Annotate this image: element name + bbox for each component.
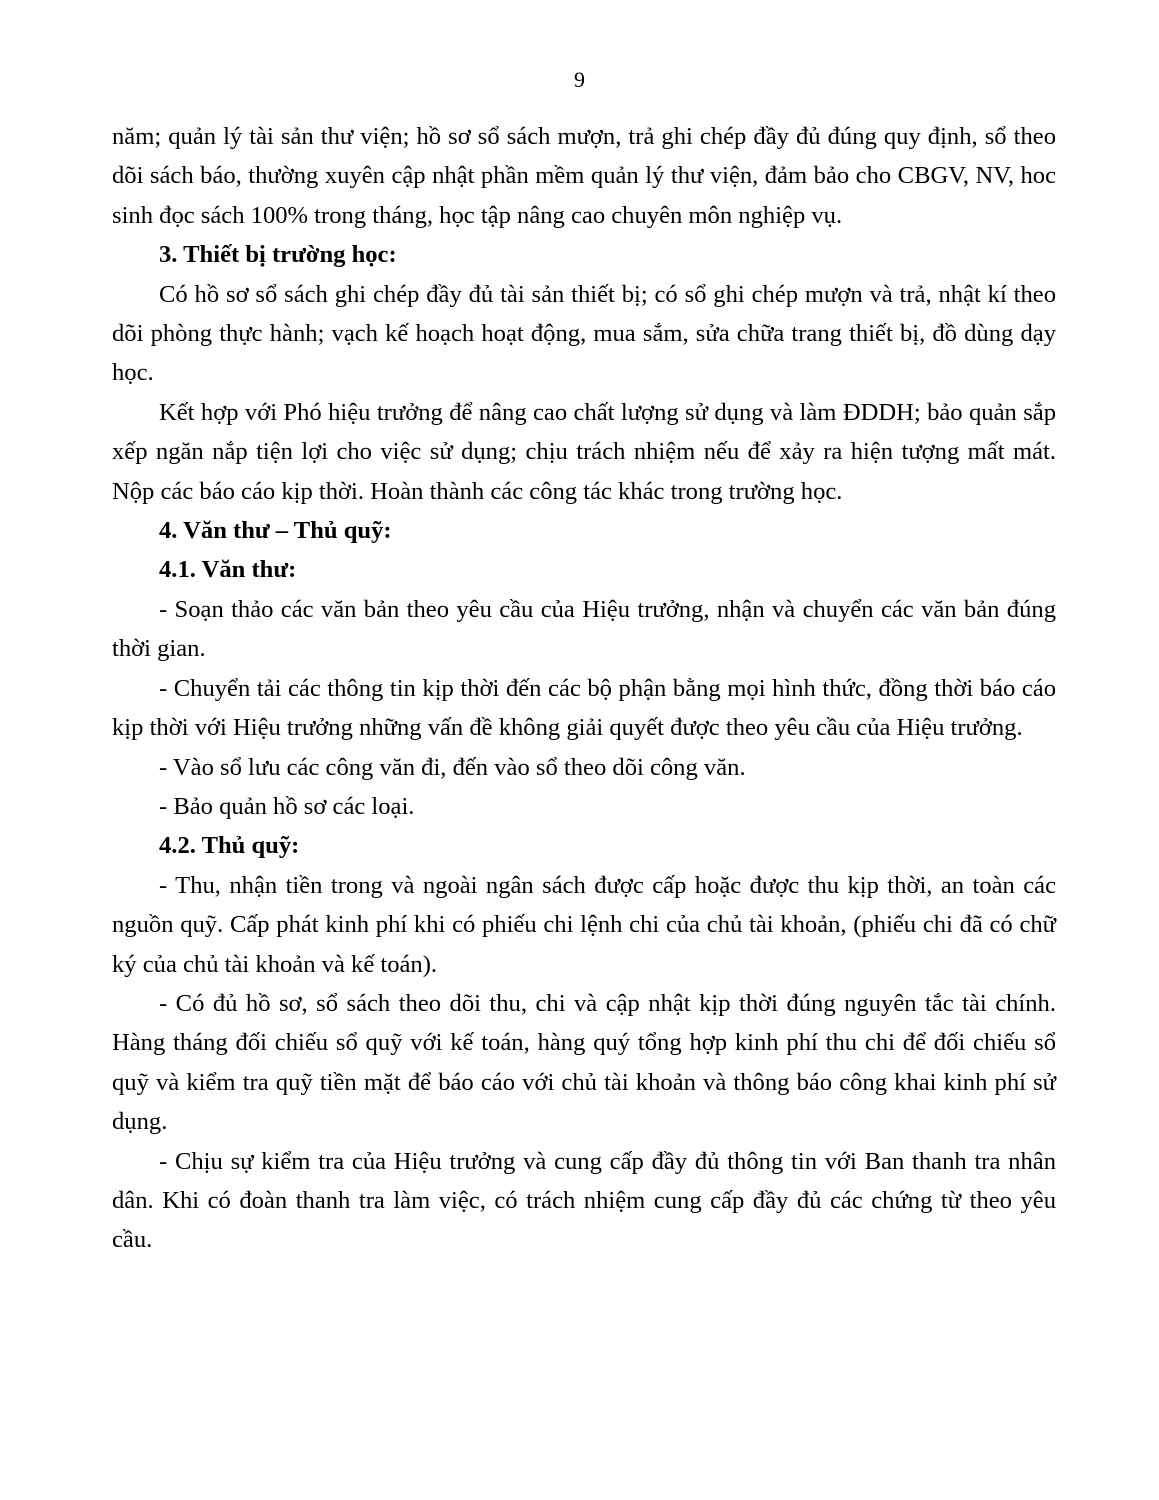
- heading-treasurer: 4.2. Thủ quỹ:: [159, 832, 300, 860]
- paragraph-library-continuation: năm; quản lý tài sản thư viện; hồ sơ sổ sách mượn, trả ghi chép đầy đủ đúng quy định, sổ theo dõi sách báo, thường xuyên cập nhật phần mềm quản lý thư viện, đảm bảo cho CBGV, NV, hoc sinh đọc sách 100% trong tháng, học tập nâng cao chuyên môn nghiệp vụ.: [112, 123, 1056, 229]
- paragraph-clerk-drafting: - Soạn thảo các văn bản theo yêu cầu của Hiệu trưởng, nhận và chuyển các văn bản đúng thời gian.: [112, 595, 1056, 663]
- paragraph-equipment-coordination: Kết hợp với Phó hiệu trưởng để nâng cao chất lượng sử dụng và làm ĐDDH; bảo quản sắp xếp ngăn nắp tiện lợi cho việc sử dụng; chịu trách nhiệm nếu để xảy ra hiện tượng mất mát. Nộp các báo cáo kịp thời. Hoàn thành các công tác khác trong trường học.: [112, 398, 1056, 505]
- heading-school-equipment: 3. Thiết bị trường học:: [159, 241, 397, 269]
- paragraph-equipment-records: Có hồ sơ sổ sách ghi chép đầy đủ tài sản thiết bị; có sổ ghi chép mượn và trả, nhật kí theo dõi phòng thực hành; vạch kế hoạch hoạt động, mua sắm, sửa chữa trang thiết bị, đồ dùng dạy học.: [112, 280, 1056, 387]
- paragraph-treasurer-records: - Có đủ hồ sơ, sổ sách theo dõi thu, chi và cập nhật kịp thời đúng nguyên tắc tài chính. Hàng tháng đối chiếu sổ quỹ với kế toán, hàng quý tổng hợp kinh phí thu chi để đối chiếu sổ quỹ và kiểm tra quỹ tiền mặt để báo cáo với chủ tài khoản và thông báo công khai kinh phí sử dụng.: [112, 989, 1056, 1136]
- heading-clerk-treasurer: 4. Văn thư – Thủ quỹ:: [159, 517, 392, 545]
- document-body: [112, 117, 1056, 1260]
- paragraph-clerk-archiving: - Bảo quản hồ sơ các loại.: [159, 792, 415, 820]
- paragraph-clerk-communication: - Chuyển tải các thông tin kịp thời đến các bộ phận bằng mọi hình thức, đồng thời báo cáo kịp thời với Hiệu trưởng những vấn đề không giải quyết được theo yêu cầu của Hiệu trưởng.: [112, 674, 1056, 742]
- heading-clerk: 4.1. Văn thư:: [159, 556, 297, 584]
- paragraph-treasurer-inspection: - Chịu sự kiểm tra của Hiệu trưởng và cung cấp đầy đủ thông tin với Ban thanh tra nhân dân. Khi có đoàn thanh tra làm việc, có trách nhiệm cung cấp đầy đủ các chứng từ theo yêu cầu.: [112, 1147, 1056, 1254]
- paragraph-clerk-logging: - Vào sổ lưu các công văn đi, đến vào sổ theo dõi công văn.: [159, 753, 746, 781]
- page-number: 9: [574, 67, 585, 92]
- paragraph-treasurer-collection: - Thu, nhận tiền trong và ngoài ngân sách được cấp hoặc được thu kịp thời, an toàn các nguồn quỹ. Cấp phát kinh phí khi có phiếu chi lệnh chi của chủ tài khoản, (phiếu chi đã có chữ ký của chủ tài khoản và kế toán).: [112, 871, 1056, 978]
